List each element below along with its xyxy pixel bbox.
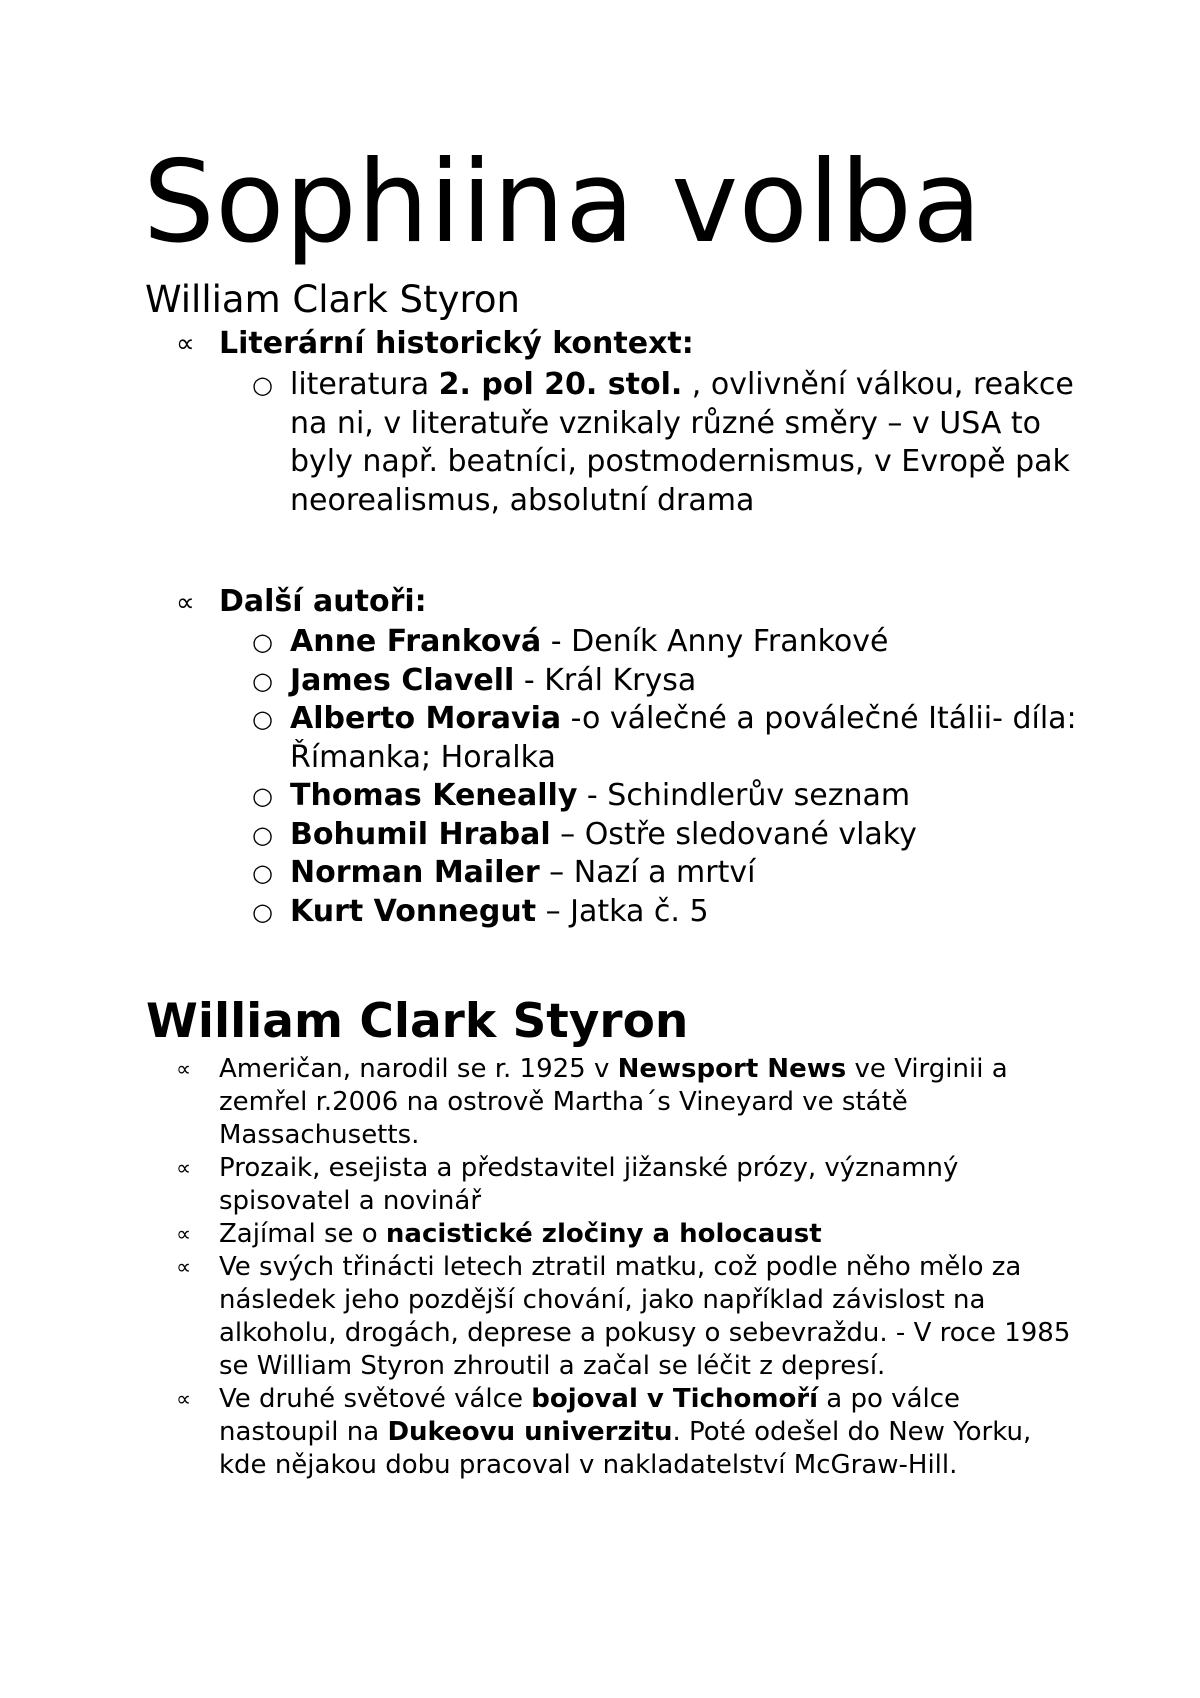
page-subtitle: William Clark Styron <box>145 278 520 321</box>
circle-bullet-icon: ○ <box>252 705 273 733</box>
author-item <box>252 623 1082 662</box>
bio-heading: William Clark Styron <box>146 994 689 1049</box>
circle-bullet-icon: ○ <box>252 371 273 399</box>
circle-bullet-icon: ○ <box>252 897 273 926</box>
page-title: Sophiina volba <box>143 136 983 268</box>
author-work: – Jatka č. 5 <box>536 893 709 929</box>
author-item <box>252 854 1082 893</box>
item-text: Ve druhé světové válce <box>219 1384 532 1414</box>
author-item <box>252 777 1082 816</box>
bio-item <box>176 1251 1076 1383</box>
item-bold-text: bojoval v Tichomoří <box>531 1384 819 1414</box>
circle-bullet-icon: ○ <box>252 628 273 656</box>
proportional-bullet-icon: ∝ <box>176 1222 192 1246</box>
item-text: a po válce nastoupil na <box>219 1384 961 1447</box>
authors-list <box>252 623 1082 931</box>
authors-heading: Další autoři: <box>219 584 427 619</box>
bio-list <box>176 1053 1076 1482</box>
author-name: Anne Franková <box>290 624 542 659</box>
item-text: , ovlivnění válkou, reakce na ni, v literatuře vznikaly různé směry – v USA to byly např. beatníci, postmodernismus, v Evropě pak neorealismus, absolutní drama <box>290 367 1074 518</box>
circle-bullet-icon: ○ <box>252 782 273 810</box>
item-bold-text: nacistické zločiny a holocaust <box>385 1219 822 1249</box>
proportional-bullet-icon: ∝ <box>176 329 195 359</box>
list-item <box>252 366 1082 520</box>
circle-bullet-icon: ○ <box>252 666 273 695</box>
author-work: – Ostře sledované vlaky <box>550 816 917 852</box>
item-bold-text: Dukeovu univerzitu <box>387 1417 673 1447</box>
bio-item <box>176 1218 1076 1251</box>
author-name: Norman Mailer <box>290 855 540 890</box>
item-text: ve Virginii a zemřel r.2006 na ostrově Martha´s Vineyard ve státě Massachusetts. <box>219 1054 1008 1150</box>
item-text: Prozaik, esejista a představitel jižanské prózy, významný spisovatel a novinář <box>219 1153 959 1216</box>
author-item <box>252 700 1082 777</box>
item-text: Ve svých třinácti letech ztratil matku, což podle něho mělo za následek jeho pozdější chování, jako například závislost na alkoholu, drogách, deprese a pokusy o sebevraždu. - V roce 1985 se William Styron zhroutil a začal se léčit z depresí. <box>219 1252 1071 1381</box>
author-name: James Clavell <box>290 662 515 698</box>
proportional-bullet-icon: ∝ <box>176 588 195 618</box>
author-name: Bohumil Hrabal <box>290 816 551 852</box>
context-list <box>252 366 1082 520</box>
item-text: . Poté odešel do New Yorku, kde nějakou dobu pracoval v nakladatelství McGraw-Hill. <box>219 1417 1032 1480</box>
author-work: - Král Krysa <box>514 662 697 698</box>
proportional-bullet-icon: ∝ <box>176 1057 192 1081</box>
author-item <box>252 816 1082 855</box>
item-text: Američan, narodil se r. 1925 v <box>219 1054 618 1084</box>
author-work: – Nazí a mrtví <box>539 855 756 890</box>
item-text: literatura <box>290 367 439 402</box>
circle-bullet-icon: ○ <box>252 859 273 887</box>
item-text: Zajímal se o <box>219 1219 386 1249</box>
proportional-bullet-icon: ∝ <box>176 1387 192 1411</box>
author-work: - Schindlerův seznam <box>577 778 911 813</box>
author-name: Kurt Vonnegut <box>290 893 537 929</box>
author-item <box>252 662 1082 701</box>
circle-bullet-icon: ○ <box>252 820 273 849</box>
author-name: Thomas Keneally <box>290 778 578 813</box>
bio-item <box>176 1383 1076 1482</box>
item-bold-text: Newsport News <box>617 1054 847 1084</box>
author-name: Alberto Moravia <box>290 701 562 736</box>
author-work: - Deník Anny Frankové <box>541 624 889 659</box>
bio-item <box>176 1053 1076 1152</box>
author-item <box>252 893 1082 932</box>
item-bold-text: 2. pol 20. stol. <box>438 367 683 402</box>
proportional-bullet-icon: ∝ <box>176 1255 192 1279</box>
context-heading: Literární historický kontext: <box>219 326 694 361</box>
author-work: -o válečné a poválečné Itálii- díla: Římanka; Horalka <box>290 701 1077 775</box>
proportional-bullet-icon: ∝ <box>176 1156 192 1180</box>
bio-item <box>176 1152 1076 1218</box>
